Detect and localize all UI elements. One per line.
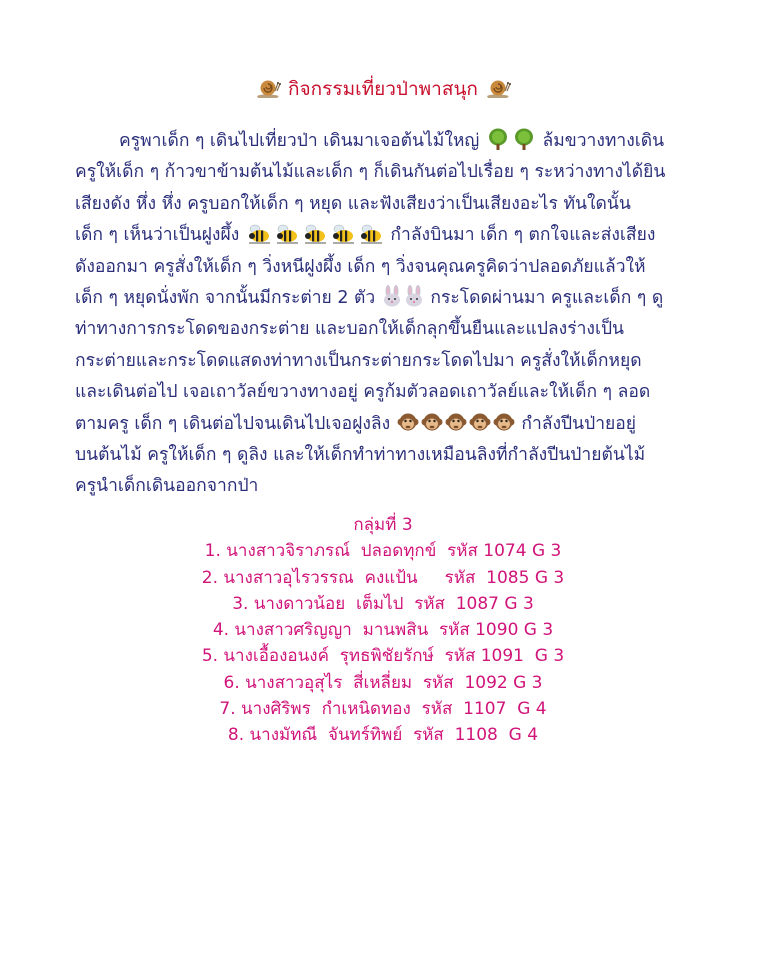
group-heading: กลุ่มที่ 3 [353,515,413,535]
story-line: ตามครู เด็ก ๆ เดินต่อไปจนเดินไปเจอฝูงลิง กำลังปีนป่ายอยู่ [75,409,715,440]
monkey-icon [397,411,419,444]
member-item: 3. นางดาวน้อย เต็มไป รหัส 1087 G 3 [232,593,534,614]
story-line: ครูพาเด็ก ๆ เดินไปเที่ยวป่า เดินมาเจอต้นไม้ใหญ่ ล้มขวางทางเดิน [75,126,715,157]
member-item: 7. นางศิริพร กำเหนิดทอง รหัส 1107 G 4 [219,699,547,720]
group-members [0,512,766,749]
story-line: เสียงดัง หึ่ง หึ่ง ครูบอกให้เด็ก ๆ หยุด และฟังเสียงว่าเป็นเสียงอะไร ทันใดนั้น [75,193,631,214]
story-line: ครูนำเด็กเดินออกจากป่า [75,476,259,497]
bee-icon [358,224,384,255]
story-line: เด็ก ๆ หยุดนั่งพัก จากนั้นมีกระต่าย 2 ตัว กระโดดผ่านมา ครูและเด็ก ๆ ดู [75,283,715,314]
story-line: ท่าทางการกระโดดของกระต่าย และบอกให้เด็กลุกขึ้นยืนและแปลงร่างเป็น [75,319,625,340]
member-item: 6. นางสาวอุสุไร สี่เหลี่ยม รหัส 1092 G 3 [223,672,543,693]
bee-icon [330,224,356,255]
bee-icon [302,224,328,255]
monkey-icon [445,411,467,444]
story-line: ดังออกมา ครูสั่งให้เด็ก ๆ วิ่งหนีฝูงผึ้ง เด็ก ๆ วิ่งจนคุณครูคิดว่าปลอดภัยแล้วให้ [75,256,646,277]
snail-icon [255,77,281,108]
monkey-icon [493,411,515,444]
member-item: 2. นางสาวอุไรวรรณ คงแป้น รหัส 1085 G 3 [201,567,565,588]
bee-icon [246,224,272,255]
story-line: บนต้นไม้ ครูให้เด็ก ๆ ดูลิง และให้เด็กทำท่าทางเหมือนลิงที่กำลังปีนป่ายต้นไม้ [75,444,646,465]
tree-icon [512,128,536,161]
story-line: และเดินต่อไป เจอเถาวัลย์ขวางทางอยู่ ครูก้มตัวลอดเถาวัลย์และให้เด็ก ๆ ลอด [75,382,651,403]
page-title [0,74,766,108]
member-item: 4. นางสาวศริญญา มานพสิน รหัส 1090 G 3 [212,620,554,641]
tree-icon [486,128,510,161]
member-item: 8. นางมัทณี จันทร์ทิพย์ รหัส 1108 G 4 [227,725,539,746]
story-line: ครูให้เด็ก ๆ ก้าวขาข้ามต้นไม้และเด็ก ๆ ก็เดินกันต่อไปเรื่อย ๆ ระหว่างทางได้ยิน [75,162,666,183]
snail-icon [485,77,511,108]
rabbit-icon [404,285,424,318]
rabbit-icon [382,285,402,318]
story-line: กระต่ายและกระโดดแสดงท่าทางเป็นกระต่ายกระโดดไปมา ครูสั่งให้เด็กหยุด [75,350,642,371]
member-item: 1. นางสาวจิราภรณ์ ปลอดทุกข์ รหัส 1074 G 3 [204,541,562,562]
monkey-icon [421,411,443,444]
monkey-icon [469,411,491,444]
story-line: เด็ก ๆ เห็นว่าเป็นฝูงผึ้ง กำลังบินมา เด็ก ๆ ตกใจและส่งเสียง [75,220,715,251]
story-paragraph [75,126,715,503]
member-item: 5. นางเอื้องอนงค์ รุทธพิชัยรักษ์ รหัส 1091 G 3 [201,646,565,667]
page-title-text: กิจกรรมเที่ยวป่าพาสนุก [288,78,478,100]
bee-icon [274,224,300,255]
